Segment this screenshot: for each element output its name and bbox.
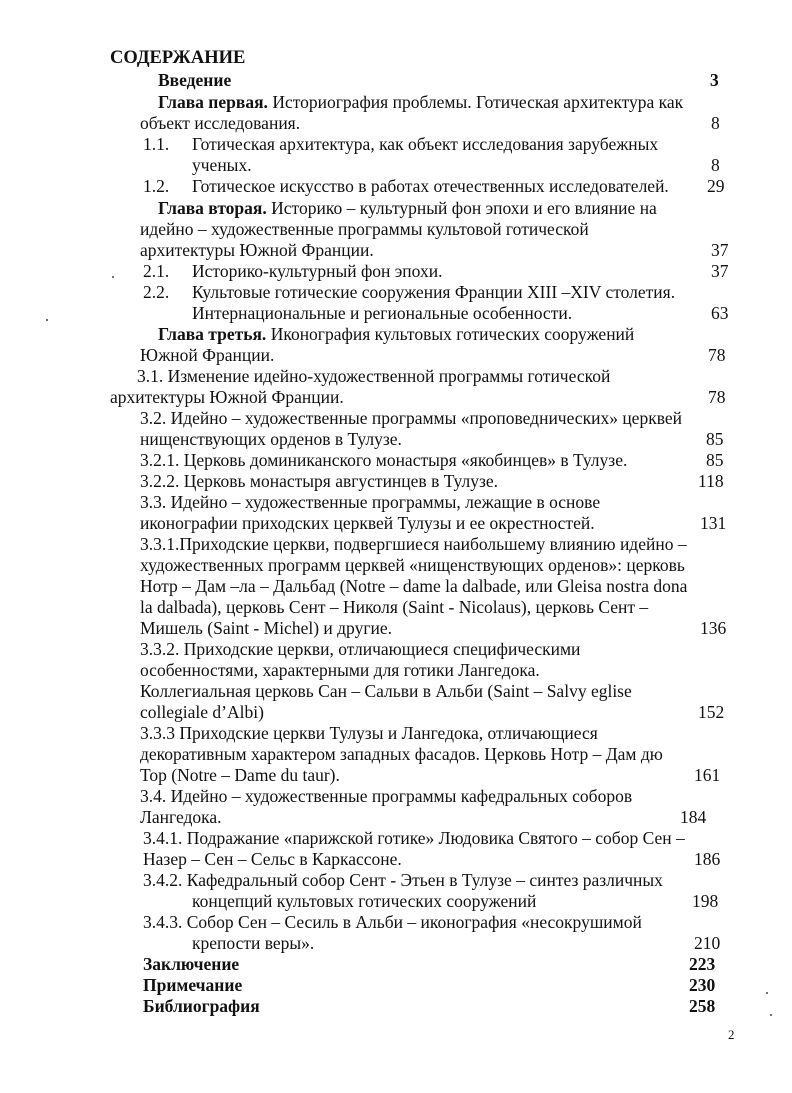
toc-ch3-text1: Иконография культовых готических сооружений	[270, 324, 635, 344]
scan-speck	[766, 992, 768, 994]
toc-s3-3-3-text2: декоративным характером западных фасадов. Церковь Нотр – Дам дю	[140, 744, 663, 764]
toc-s3-2-2-page: 118	[698, 471, 724, 491]
toc-conclusion-page: 223	[689, 954, 716, 974]
toc-ch2-page: 37	[711, 240, 729, 260]
toc-s3-3-3-text1: 3.3.3 Приходские церкви Тулузы и Лангедока, отличающиеся	[140, 723, 598, 743]
toc-s2-1-text1: Историко-культурный фон эпохи.	[192, 261, 443, 281]
toc-s3-3-1-text2: художественных программ церквей «нищенствующих орденов»: церковь	[140, 555, 685, 575]
toc-s2-1-page: 37	[711, 261, 729, 281]
toc-s3-2-page: 85	[706, 429, 724, 449]
toc-ch2-label: Глава вторая.	[158, 198, 267, 218]
toc-s3-4-page: 184	[680, 807, 707, 827]
toc-s3-4-1-text1: 3.4.1. Подражание «парижской готике» Людовика Святого – собор Сен –	[143, 828, 685, 848]
toc-s3-3-text1: 3.3. Идейно – художественные программы, лежащие в основе	[140, 492, 601, 512]
toc-s3-3-2-text4: collegiale d’Albi)	[140, 702, 264, 722]
toc-s3-1-page: 78	[708, 387, 726, 407]
toc-s3-1-text1: 3.1. Изменение идейно-художественной программы готической	[137, 366, 611, 386]
toc-s3-2-text1: 3.2. Идейно – художественные программы «проповеднических» церквей	[140, 408, 682, 428]
toc-s3-4-3-page: 210	[694, 933, 721, 953]
page-title: СОДЕРЖАНИЕ	[110, 48, 246, 68]
toc-s3-3-page: 131	[700, 513, 727, 533]
toc-s3-4-1-page: 186	[694, 849, 721, 869]
toc-s3-3-3-page: 161	[694, 765, 721, 785]
toc-s1-1-page: 8	[711, 155, 720, 175]
toc-s2-2-text1: Культовые готические сооружения Франции XIII –XIV столетия.	[192, 282, 676, 302]
toc-intro-page: 3	[710, 70, 719, 90]
toc-ch2-line1	[158, 198, 657, 219]
toc-ch1-page: 8	[711, 113, 720, 133]
page-number: 2	[728, 1027, 735, 1042]
toc-ch3-label: Глава третья.	[158, 324, 267, 344]
toc-s2-1-num: 2.1.	[143, 261, 170, 281]
toc-s3-4-3-text2: крепости веры».	[192, 933, 315, 953]
toc-ch2-text3: архитектуры Южной Франции.	[140, 240, 374, 260]
toc-s3-3-2-text1: 3.3.2. Приходские церкви, отличающиеся специфическими	[140, 639, 581, 659]
toc-s3-3-text2: иконографии приходских церквей Тулузы и ее окрестностей.	[140, 513, 595, 533]
toc-s3-4-1-text2: Назер – Сен – Сельс в Каркассоне.	[143, 849, 402, 869]
toc-s2-2-num: 2.2.	[143, 282, 170, 302]
toc-s1-1-num: 1.1.	[143, 134, 170, 154]
toc-s3-3-1-text3: Нотр – Дам –ла – Дальбад (Notre – dame la dalbade, или Gleisa nostra dona	[140, 576, 688, 596]
toc-ch1-line1	[158, 92, 683, 113]
toc-ch1-label: Глава первая.	[158, 92, 268, 112]
toc-s3-2-1-text1: 3.2.1. Церковь доминиканского монастыря «якобинцев» в Тулузе.	[140, 450, 628, 470]
scan-speck	[770, 1014, 772, 1016]
toc-ch1-text1: Историография проблемы. Готическая архитектура как	[272, 92, 684, 112]
toc-s2-2-text2: Интернациональные и региональные особенности.	[192, 303, 573, 323]
toc-notes-page: 230	[689, 975, 716, 995]
toc-s1-2-page: 29	[707, 176, 725, 196]
toc-s1-1-text1: Готическая архитектура, как объект исследования зарубежных	[192, 134, 659, 154]
toc-s3-2-1-page: 85	[706, 450, 724, 470]
toc-s3-1-text2: архитектуры Южной Франции.	[110, 387, 344, 407]
toc-conclusion-label: Заключение	[143, 954, 240, 974]
toc-s3-4-2-text1: 3.4.2. Кафедральный собор Сент - Этьен в Тулузе – синтез различных	[143, 870, 663, 890]
toc-s3-2-2-text1: 3.2.2. Церковь монастыря августинцев в Тулузе.	[140, 471, 499, 491]
toc-s1-1-text2: ученых.	[192, 155, 252, 175]
toc-ch3-line1	[158, 324, 634, 345]
toc-ch3-page: 78	[708, 345, 726, 365]
toc-intro-label: Введение	[158, 70, 232, 90]
toc-ch1-text2: объект исследования.	[140, 113, 301, 133]
toc-s3-4-3-text1: 3.4.3. Собор Сен – Сесиль в Альби – иконография «несокрушимой	[143, 912, 642, 932]
toc-s3-3-1-text4: la dalbada), церковь Сент – Николя (Saint - Nicolaus), церковь Сент –	[140, 597, 649, 617]
toc-bibliography-page: 258	[689, 996, 716, 1016]
toc-s3-2-text2: нищенствующих орденов в Тулузе.	[140, 429, 402, 449]
toc-s2-2-page: 63	[711, 303, 729, 323]
toc-s1-2-num: 1.2.	[143, 176, 170, 196]
toc-s3-4-text2: Лангедока.	[140, 807, 222, 827]
toc-s3-3-1-page: 136	[700, 618, 727, 638]
toc-ch2-text1: Историко – культурный фон эпохи и его влияние на	[271, 198, 657, 218]
toc-s1-2-text1: Готическое искусство в работах отечественных исследователей.	[192, 176, 669, 196]
toc-s3-3-1-text1: 3.3.1.Приходские церкви, подвергшиеся наибольшему влиянию идейно –	[140, 534, 687, 554]
toc-bibliography-label: Библиография	[143, 996, 260, 1016]
toc-s3-3-2-text2: особенностями, характерными для готики Лангедока.	[140, 660, 540, 680]
toc-s3-4-2-page: 198	[692, 891, 719, 911]
scan-speck	[112, 276, 114, 278]
toc-notes-label: Примечание	[143, 975, 243, 995]
toc-s3-4-text1: 3.4. Идейно – художественные программы кафедральных соборов	[140, 786, 633, 806]
scan-speck	[46, 319, 48, 321]
toc-s3-4-2-text2: концепций культовых готических сооружений	[192, 891, 537, 911]
toc-s3-3-2-page: 152	[698, 702, 725, 722]
toc-s3-3-2-text3: Коллегиальная церковь Сан – Сальви в Альби (Saint – Salvy eglise	[140, 681, 632, 701]
toc-ch3-text2: Южной Франции.	[140, 345, 275, 365]
toc-s3-3-3-text3: Тор (Notre – Dame du taur).	[140, 765, 340, 785]
toc-s3-3-1-text5: Мишель (Saint - Michel) и другие.	[140, 618, 393, 638]
toc-ch2-text2: идейно – художественные программы культовой готической	[140, 219, 589, 239]
